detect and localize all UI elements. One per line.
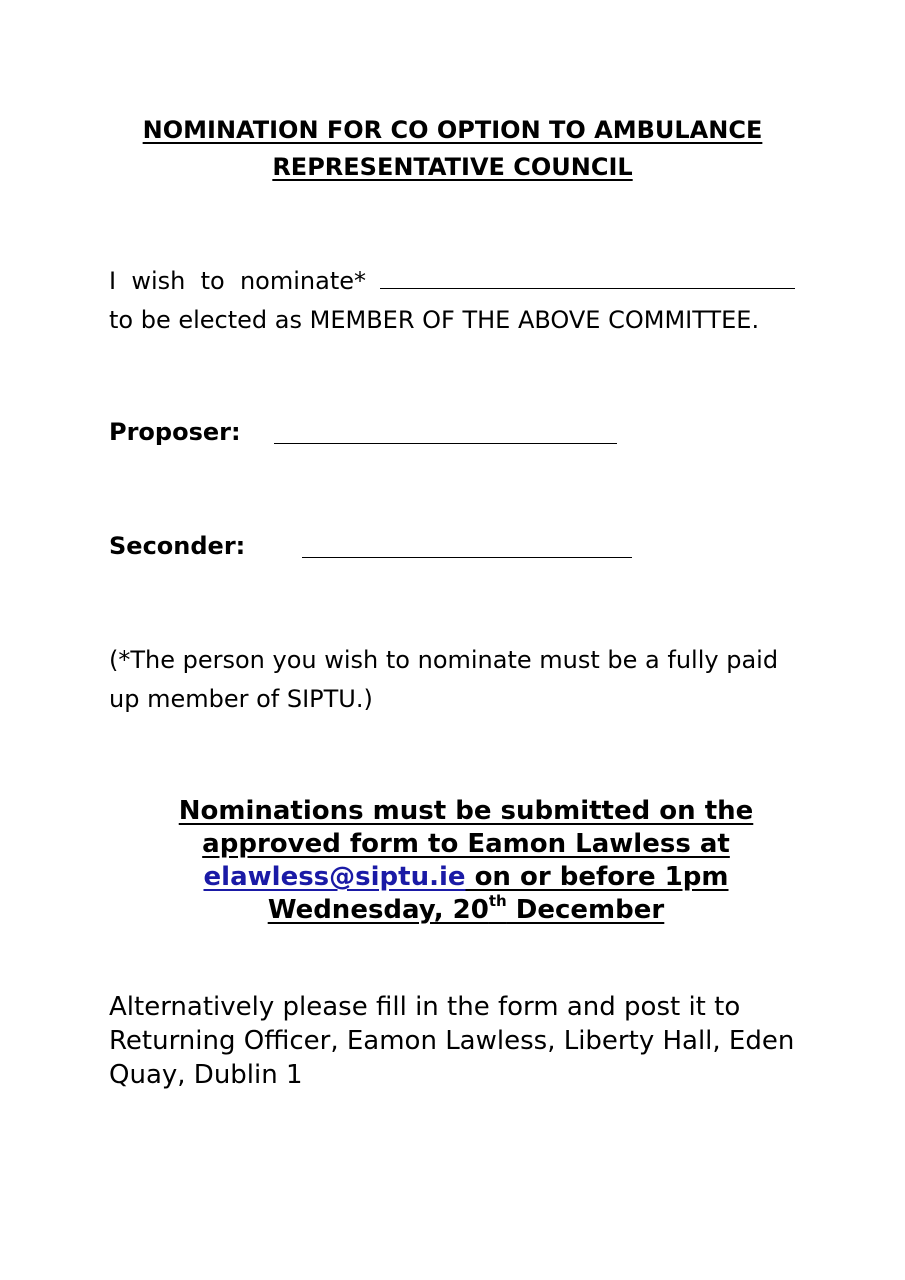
deadline-month: December	[506, 895, 665, 925]
seconder-label: Seconder:	[109, 532, 246, 560]
deadline-date-prefix: Wednesday, 20	[267, 895, 489, 925]
deadline-line-3	[100, 861, 832, 894]
note-line-2: up member of SIPTU.)	[109, 685, 373, 713]
nominee-name-field[interactable]	[380, 262, 795, 289]
nominate-lead-text: I wish to nominate*	[109, 267, 366, 295]
title-line-2: REPRESENTATIVE COUNCIL	[272, 153, 633, 181]
proposer-label: Proposer:	[109, 418, 241, 446]
alt-line-2: Returning Officer, Eamon Lawless, Liberty Hall, Eden	[109, 1026, 795, 1056]
alt-line-1: Alternatively please fill in the form and post it to	[109, 992, 741, 1022]
nominate-continuation-text: to be elected as MEMBER OF THE ABOVE COMMITTEE.	[109, 306, 760, 334]
form-title	[60, 112, 845, 186]
submission-deadline	[100, 795, 832, 927]
nominate-statement	[109, 262, 799, 340]
email-link[interactable]: elawless@siptu.ie	[203, 862, 466, 892]
proposer-signature-field[interactable]	[274, 443, 617, 444]
title-line-1: NOMINATION FOR CO OPTION TO AMBULANCE	[142, 116, 763, 144]
alt-line-3: Quay, Dublin 1	[109, 1060, 303, 1090]
date-ordinal-suffix: th	[488, 892, 507, 910]
deadline-line-1: Nominations must be submitted on the	[178, 796, 754, 826]
membership-note	[109, 641, 799, 719]
note-line-1: (*The person you wish to nominate must be a fully paid	[109, 646, 779, 674]
deadline-line-2: approved form to Eamon Lawless at	[202, 829, 730, 859]
deadline-line-4	[100, 894, 832, 927]
deadline-time: on or before 1pm	[465, 862, 729, 892]
seconder-signature-field[interactable]	[302, 557, 632, 558]
postal-alternative	[109, 990, 809, 1092]
